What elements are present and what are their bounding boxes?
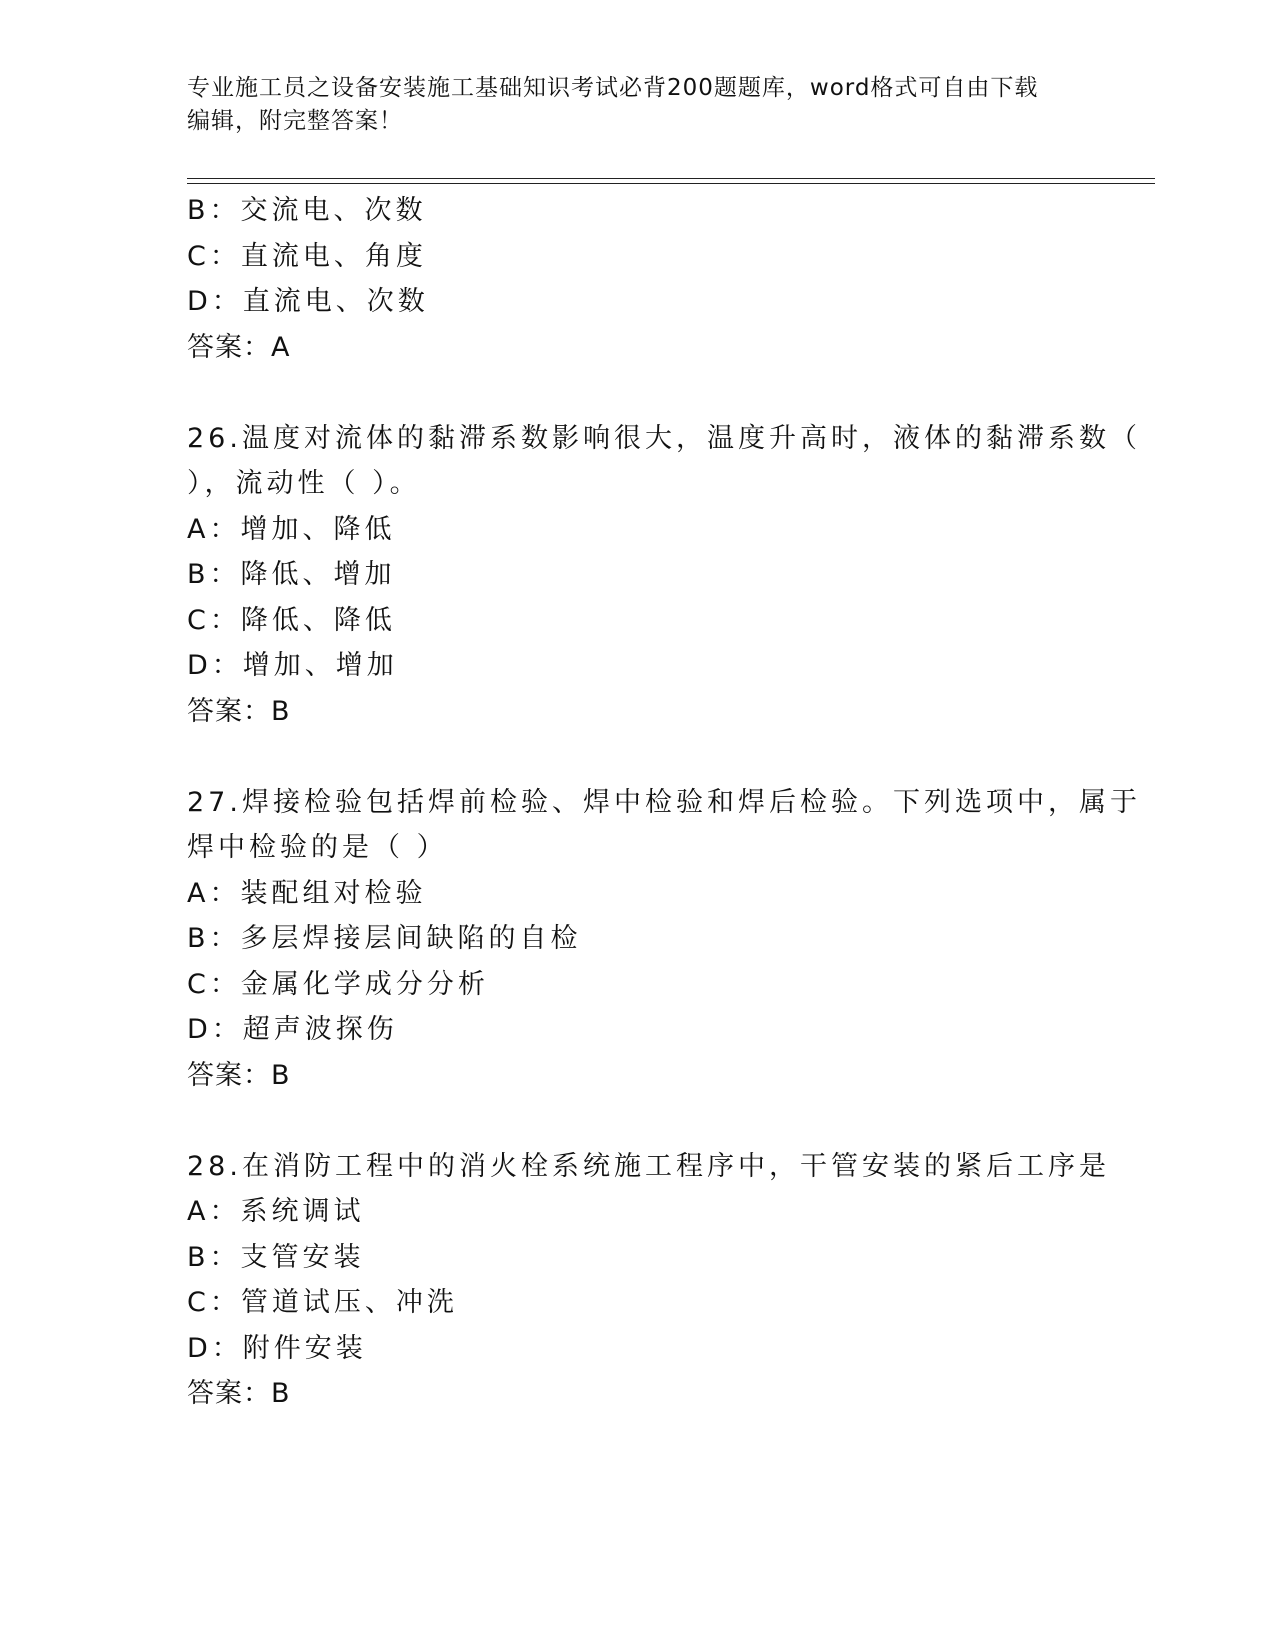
question-27 bbox=[187, 780, 1141, 1099]
option-c: C：直流电、角度 bbox=[187, 240, 427, 272]
question-separator bbox=[187, 370, 1087, 416]
question-separator bbox=[187, 1098, 1087, 1144]
option-b: B：支管安装 bbox=[187, 1241, 365, 1273]
option-b: B：交流电、次数 bbox=[187, 195, 427, 226]
header-divider-bottom bbox=[187, 183, 1155, 184]
question-26 bbox=[187, 416, 1141, 735]
option-d: D：增加、增加 bbox=[187, 650, 398, 681]
option-d: D：超声波探伤 bbox=[187, 1014, 398, 1045]
question-list bbox=[187, 188, 1141, 1417]
option-c: C：管道试压、冲洗 bbox=[187, 1287, 458, 1318]
option-d: D：直流电、次数 bbox=[187, 286, 429, 317]
header-divider-top bbox=[187, 178, 1155, 179]
option-a: A：系统调试 bbox=[187, 1196, 365, 1227]
question-separator bbox=[187, 734, 1087, 780]
question-stem-continued: 焊中检验的是（ ） bbox=[187, 832, 448, 863]
option-b: B：多层焊接层间缺陷的自检 bbox=[187, 923, 582, 954]
option-a: A：装配组对检验 bbox=[187, 877, 427, 909]
answer-line: 答案：B bbox=[187, 695, 291, 727]
answer-line: 答案：B bbox=[187, 1378, 291, 1409]
answer-line: 答案：B bbox=[187, 1059, 291, 1091]
option-b: B：降低、增加 bbox=[187, 559, 396, 590]
option-c: C：降低、降低 bbox=[187, 604, 396, 636]
document-header bbox=[187, 72, 1087, 138]
header-line-2: 编辑，附完整答案！ bbox=[187, 108, 403, 134]
option-d: D：附件安装 bbox=[187, 1332, 367, 1364]
question-stem: 28.在消防工程中的消火栓系统施工程序中，干管安装的紧后工序是 bbox=[187, 1150, 1110, 1182]
answer-line: 答案：A bbox=[187, 331, 291, 363]
question-28 bbox=[187, 1144, 1110, 1417]
option-c: C：金属化学成分分析 bbox=[187, 968, 489, 1000]
option-a: A：增加、降低 bbox=[187, 513, 396, 545]
question-stem: 27.焊接检验包括焊前检验、焊中检验和焊后检验。下列选项中，属于 bbox=[187, 786, 1141, 818]
question-stem: 26.温度对流体的黏滞系数影响很大，温度升高时，液体的黏滞系数（ bbox=[187, 422, 1141, 454]
header-line-1: 专业施工员之设备安装施工基础知识考试必背200题题库，word格式可自由下载 bbox=[187, 75, 1039, 101]
question-25-tail bbox=[187, 188, 1087, 370]
question-stem-continued: ），流动性（ ）。 bbox=[187, 468, 421, 499]
